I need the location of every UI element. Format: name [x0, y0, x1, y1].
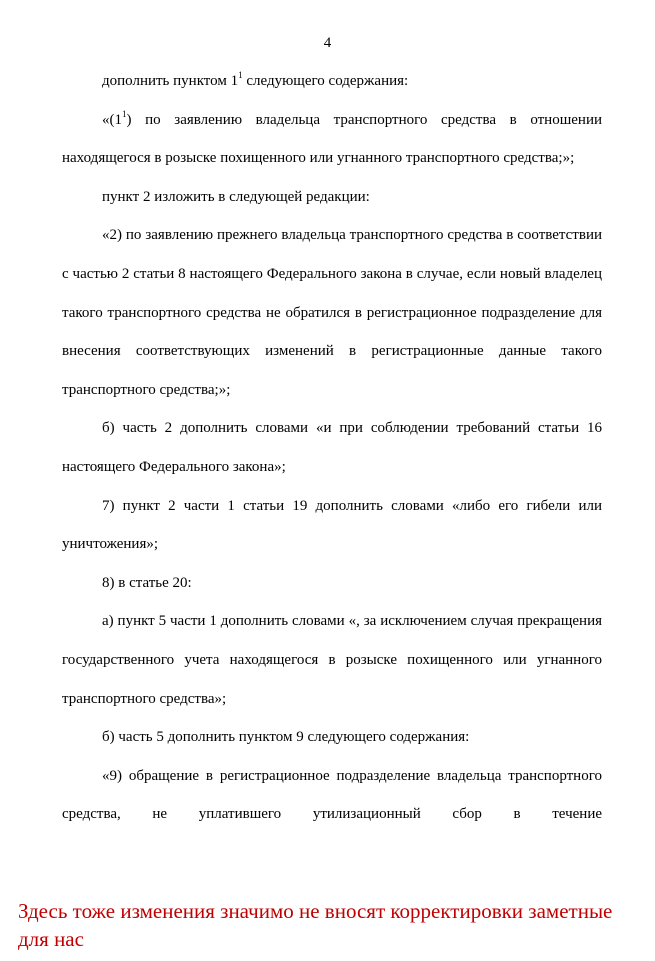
paragraph-text: дополнить пунктом 1	[102, 73, 239, 89]
document-body	[62, 62, 602, 834]
paragraph-point-9: «9) обращение в регистрационное подразделение владельца транспортного средства, не уплатившего утилизационный сбор в течение	[62, 767, 602, 823]
superscript: 1	[122, 108, 127, 119]
paragraph-point-1-1	[62, 101, 602, 178]
paragraph-item-8b: б) часть 5 дополнить пунктом 9 следующего содержания:	[102, 729, 470, 746]
paragraph-text: следующего содержания:	[242, 73, 409, 89]
superscript: 1	[238, 70, 243, 80]
paragraph-part-2: б) часть 2 дополнить словами «и при соблюдении требований статьи 16 настоящего Федерального закона»;	[62, 420, 602, 475]
paragraph-item-8a: а) пункт 5 части 1 дополнить словами «, за исключением случая прекращения государственного учета находящегося в розыске похищенного или угнанного транспортного средства»;	[62, 613, 602, 707]
paragraph-text: ) по заявлению владельца транспортного средства в отношении находящегося в розыске похищенного или угнанного транспортного средства;»;	[62, 111, 602, 167]
paragraph-item-8: 8) в статье 20:	[102, 574, 192, 591]
page-number: 4	[323, 35, 332, 51]
paragraph-add-point	[62, 62, 602, 101]
paragraph-point-2: «2) по заявлению прежнего владельца транспортного средства в соответствии с частью 2 статьи 8 настоящего Федерального закона в случае, если новый владелец такого транспортного средства не обратился в регистрационное подразделение для внесения соответствующих изменений в регистрационные данные такого транспортного средства;»;	[62, 227, 602, 398]
paragraph-item-7: 7) пункт 2 части 1 статьи 19 дополнить словами «либо его гибели или уничтожения»;	[62, 497, 602, 553]
paragraph-point-2-edit: пункт 2 изложить в следующей редакции:	[102, 188, 370, 205]
annotation-note: Здесь тоже изменения значимо не вносят корректировки заметные для нас	[18, 899, 613, 951]
paragraph-text: «(1	[102, 111, 122, 128]
